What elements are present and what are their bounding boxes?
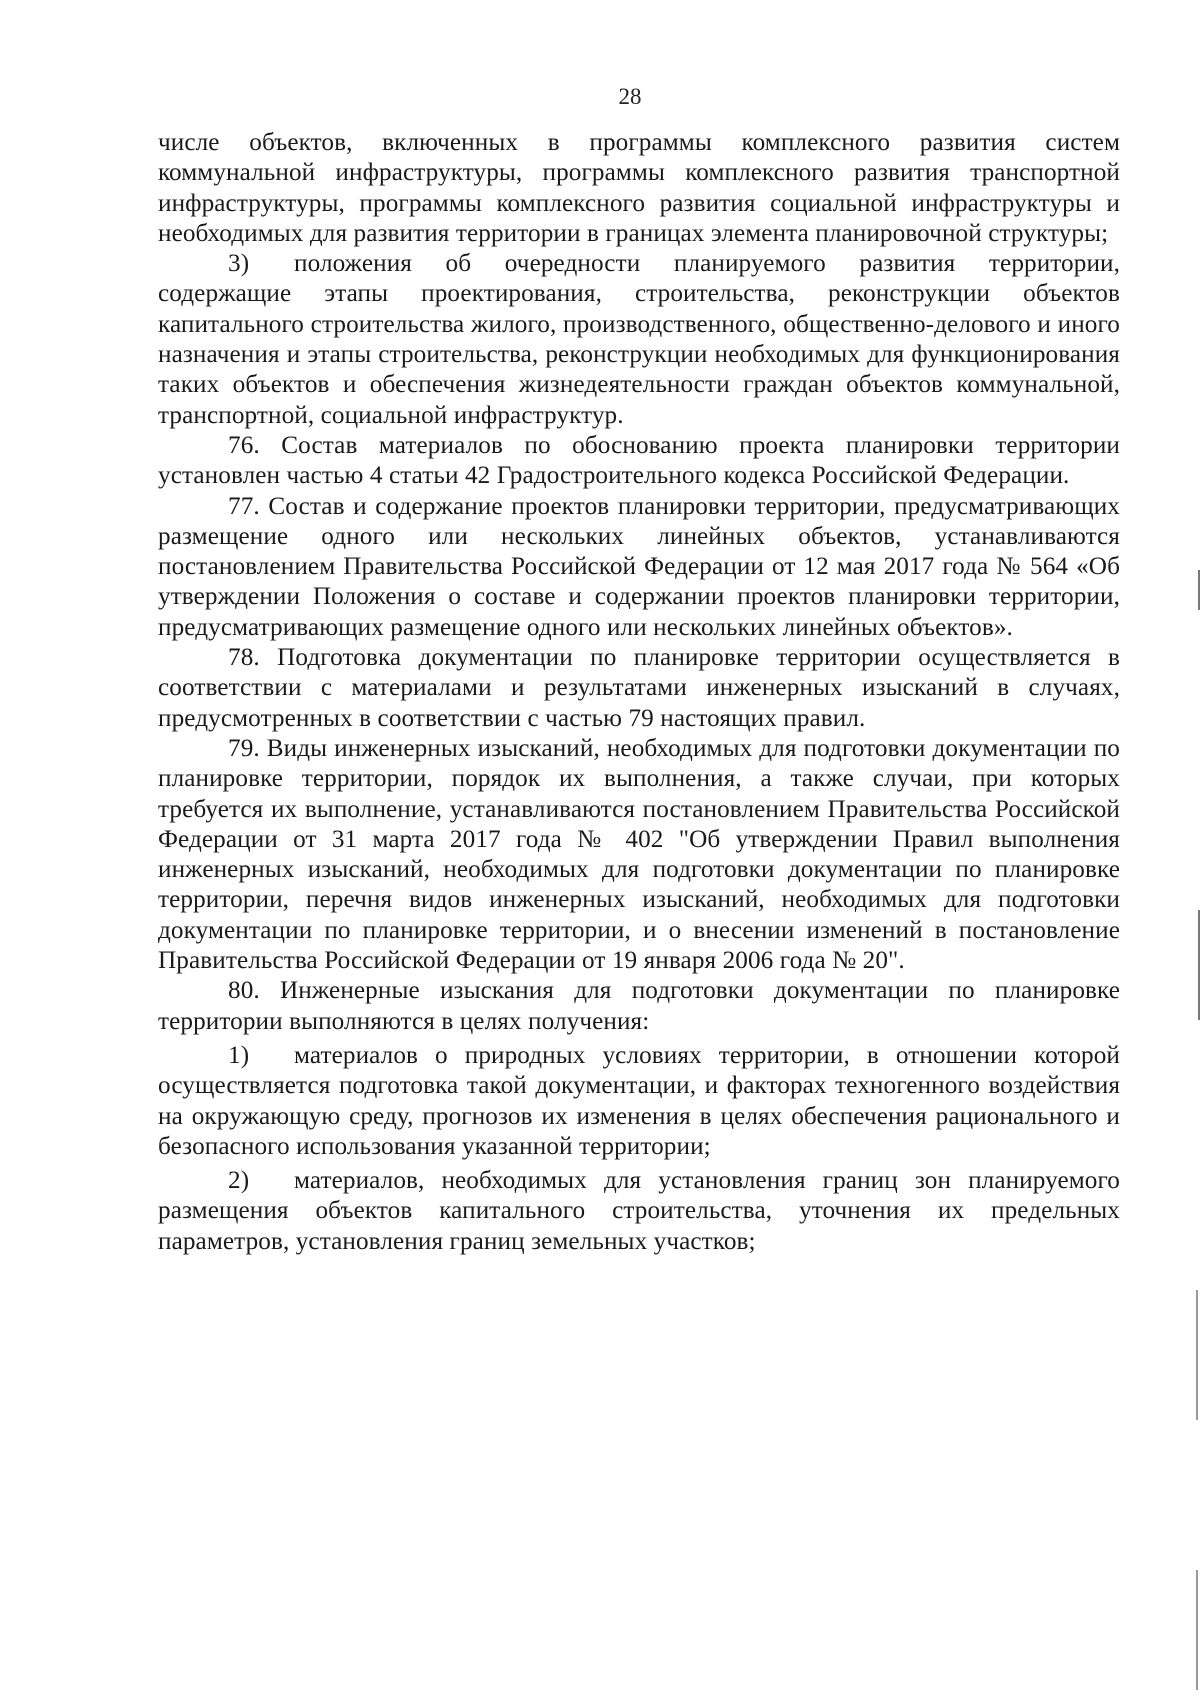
page-number: 28 (618, 84, 642, 109)
paragraph-76: 76. Состав материалов по обоснованию проекта планировки территории установлен частью 4 статьи 42 Градостроительного кодекса Российской Федерации. (158, 431, 1120, 490)
scan-edge-mark (1196, 1570, 1198, 1690)
paragraph-text: материалов, необходимых для установления границ зон планируемого размещения объектов капитального строительства, уточнения их предельных параметров, установления границ земельных участков; (158, 1167, 1120, 1255)
paragraph-continuation: числе объектов, включенных в программы комплексного развития систем коммунальной инфраструктуры, программы комплексного развития транспортной инфраструктуры, программы комплексного развития социальной инфраструктуры и необходимых для развития территории в границах элемента планировочной структуры; (158, 129, 1120, 247)
paragraph-text: материалов о природных условиях территории, в отношении которой осуществляется подготовка такой документации, и факторах техногенного воздействия на окружающую среду, прогнозов их изменения в целях обеспечения рационального и безопасного использования указанной территории; (158, 1041, 1120, 1160)
paragraph-78: 78. Подготовка документации по планировке территории осуществляется в соответствии с материалами и результатами инженерных изысканий в случаях, предусмотренных в соответствии с частью 79 настоящих правил. (158, 644, 1120, 732)
list-marker: 2) (228, 1167, 250, 1195)
document-body (158, 128, 1120, 1257)
list-marker: 3) (228, 250, 250, 278)
list-marker: 1) (228, 1041, 250, 1069)
paragraph-80-item-1 (158, 1041, 1120, 1162)
paragraph-80-item-2 (158, 1166, 1120, 1257)
paragraph-item-3 (158, 249, 1120, 431)
paragraph-79: 79. Виды инженерных изысканий, необходимых для подготовки документации по планировке территории, порядок их выполнения, а также случаи, при которых требуется их выполнение, устанавливаются постановлением Правительства Российской Федерации от 31 марта 2017 года № 402 "Об утверждении Правил выполнения инженерных изысканий, необходимых для подготовки документации по планировке территории, перечня видов инженерных изысканий, необходимых для подготовки документации по планировке территории, и о внесении изменений в постановление Правительства Российской Федерации от 19 января 2006 года № 20". (158, 734, 1120, 975)
paragraph-text: положения об очередности планируемого развития территории, содержащие этапы проектирования, строительства, реконструкции объектов капитального строительства жилого, производственного, общественно-делового и иного назначения и этапы строительства, реконструкции необходимых для функционирования таких объектов и обеспечения жизнедеятельности граждан объектов коммунальной, транспортной, социальной инфраструктур. (158, 250, 1120, 429)
scan-edge-mark (1196, 1290, 1198, 1420)
paragraph-80: 80. Инженерные изыскания для подготовки документации по планировке территории выполняются в целях получения: (158, 977, 1120, 1035)
paragraph-77: 77. Состав и содержание проектов планировки территории, предусматривающих размещение одного или нескольких линейных объектов, устанавливаются постановлением Правительства Российской Федерации от 12 мая 2017 года № 564 «Об утверждении Положения о составе и содержании проектов планировки территории, предусматривающих размещение одного или нескольких линейных объектов». (158, 492, 1120, 641)
